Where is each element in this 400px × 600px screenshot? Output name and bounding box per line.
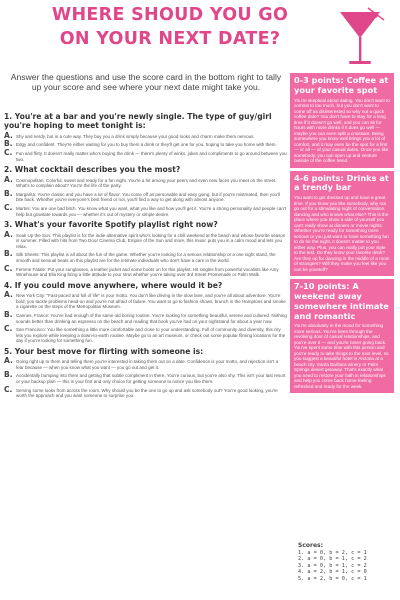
option-b: [4, 188, 287, 203]
option-text: Accidentally bumping into them and getting that subtle compliment in there. You're curious, but you're also shy. This isn't your last resort or your backup plan — this is your first and only choice for getting someone to notice you like them.: [16, 373, 286, 385]
question-1: [4, 112, 287, 162]
option-letter: A.: [4, 356, 13, 366]
result-title: 4-6 points: Drinks at a trendy bar: [294, 172, 389, 193]
option-letter: A.: [4, 229, 13, 239]
question-5: [4, 347, 287, 399]
score-row: 3. a = 0, b = 1, c = 2: [298, 562, 367, 569]
option-c: [4, 384, 287, 399]
option-c: [4, 263, 287, 278]
option-text: Silk Sheets: This playlist is all about the fun of the game. Whether you're looking for a serious relationship or a one night stand, the smooth and sensual beats on this playlist are for the intimate individuals who don't have a care in the world.: [16, 252, 276, 263]
option-text: Cannes, France: You've had enough of the same old boring routine. You're looking for something beautiful, serene and cultured. Nothing sounds better than drinking an espresso on the beach and reading that book you've had on your nightstand for about a year now.: [16, 312, 287, 324]
option-a: [4, 174, 287, 189]
title-line-1: WHERE SHOUD YOU GO: [51, 5, 289, 25]
option-a: [4, 229, 287, 250]
result-text: You want to get dressed up and have a great time. If you know you like somebody, why not go out for a stimulating night of conversation, dancing and who knows what else? This is the place where you show a side of yourself you can't really show at dinners or movie nights. Whether you're ready for something more serious or you just want to have something fun to do for the night, it doesn't matter to you either way. Plus, you can really put your style to the test. Do they know your favorite drink? Are they up for dancing in the middle of a room of strangers? Will they make you feel like you can be yourself?: [294, 195, 390, 272]
result-box-7-10: [290, 279, 394, 393]
option-b: [4, 249, 287, 263]
option-c: [4, 324, 287, 344]
score-row: 4. a = 2, b = 1, c = 0: [298, 569, 367, 576]
option-text: Margarita: You're classic and you have a lot of flavor. You come off as personable and easy going, but if you're mistreated, then you'll bite back. Whether you're everyone's best friend or not, you'll find a way to get along with almost anyone.: [16, 191, 280, 203]
result-text: You're absolutely in the mood for something more serious. You've been through the revolving door of casual relationships, and you're over it — and you're never going back. You've spent some time with this person and you're ready to take things to the next level, so you suggest a beautiful hotel in Arizona at a beach city. Santa Barbara winery or Palm Springs desert getaway. That's exactly what you need to restore your faith in relationships and help you come back home feeling refreshed and ready for the week.: [294, 323, 389, 389]
option-text: Femme Fatale: Put your sunglasses, a leather jacket and some boots on for this playlist. Hit singles from powerful vocalists like Amy Winehouse and Ella King bring a little attitude to your strut whether you're taking over 3rd Street Promenade or Palm Walk.: [16, 266, 279, 278]
result-box-4-6: [290, 171, 394, 277]
option-text: Shy and nerdy, but in a cute way. They buy you a drink simply because your good looks and charm make them nervous.: [16, 133, 255, 139]
result-box-0-3: [290, 73, 394, 168]
option-a: [4, 356, 287, 370]
option-text: Serving some looks from across the room. Why should you be the one to go up and ask somebody out? You're good looking, you're worth the approach and you want someone to surprise you.: [16, 387, 278, 399]
questions-column: [4, 112, 287, 402]
result-title: 7-10 points: A weekend away somewhere intimate and romantic: [294, 281, 389, 321]
option-a: [4, 290, 287, 310]
title-line-2: ON YOUR NEXT DATE?: [59, 29, 281, 49]
option-letter: B.: [4, 188, 13, 198]
question-title: 1. You're at a bar and you're newly single. The type of guy/girl you're hoping to meet tonight is:: [4, 112, 272, 131]
option-text: Cosmopolitan: Colorful, sweet and ready for a fun night. You're a hit among your peers and even new faces you meet on the street. What's to complain about? You're the life of the party.: [16, 177, 277, 189]
option-letter: C.: [4, 384, 13, 394]
result-title: 0-3 points: Coffee at your favorite spot: [294, 75, 389, 95]
results-column: [290, 73, 394, 396]
option-c: [4, 148, 287, 162]
result-text: You're skeptical about dating. You don't want to commit to too much, but you don't want to come off as disinterested so why not a quick coffee date? You don't have to stay for a long time if it doesn't go well, and you can sit for hours with more drinks if it does go well — maybe you can even split a croissant. Being somewhere you know well brings you a lot of comfort, and it may even be the spot for a first — or all — of your casual dates. Once you like somebody, you can open up and venture outside of the coffee trend.: [294, 97, 390, 164]
option-text: San Francisco: You like something a little more comfortable and close to your understanding. Full of community and diversity, this city lets you explore while keeping a down-to-earth routine. Maybe go to an art museum, or check out some popular filming locations for the day if you're looking for something fun.: [16, 327, 286, 344]
option-a: [4, 130, 287, 140]
score-row: 1. a = 0, b = 2, c = 1: [298, 549, 367, 556]
option-letter: B.: [4, 370, 13, 380]
option-letter: C.: [4, 202, 13, 212]
option-letter: A.: [4, 130, 13, 140]
score-card-title: Scores:: [298, 542, 323, 549]
cocktail-glass-icon: [338, 6, 386, 72]
question-title: 4. If you could move anywhere, where would it be?: [4, 280, 223, 290]
intro-text: Answer the questions and use the score card in the bottom right to tally up your score and see where your next date might take you.: [10, 72, 282, 93]
option-text: Fun and flirty. It doesn't really matter who's buying the drink — there's plenty of winks, jokes and compliments to go around between you two.: [16, 151, 287, 162]
score-row: 2. a = 0, b = 1, c = 2: [298, 556, 367, 563]
option-b: [4, 309, 287, 324]
question-3: [4, 220, 287, 278]
question-4: [4, 281, 287, 344]
option-text: Martini: You are one bad bitch. You know what you want, what you like and how you'll get it. You're a strong personality and people can't help but gravitate towards you — whether it's out of mystery or simple desire.: [16, 205, 287, 217]
option-text: Edgy and confident. They're either waiting for you to buy them a drink or they'll get one for you, hoping to take you home with them.: [16, 142, 277, 148]
option-letter: A.: [4, 174, 13, 184]
option-c: [4, 202, 287, 217]
question-title: 2. What cocktail describes you the most?: [4, 165, 181, 175]
page-title: [0, 3, 340, 51]
option-text: New York City: "Fast-paced and full of life" is your motto. You don't like driving in the slow lane, and you're all about adventure. You're bold, you tackle problems head-on and you're not afraid of failure. You want to go to fashion shows, brunch in the Hamptons and smoke a cigarette on the steps of the Metropolitan Museum.: [16, 293, 286, 310]
option-letter: B.: [4, 309, 13, 319]
score-card: [298, 543, 394, 583]
question-title: 3. What's your favorite Spotify playlist right now?: [4, 220, 218, 230]
option-letter: C.: [4, 148, 13, 157]
option-letter: B.: [4, 249, 13, 259]
option-b: [4, 139, 287, 149]
option-b: [4, 370, 287, 385]
option-text: Soak Up the Sun: This playlist is for the indie alternative spirit who's looking for a chill weekend at the beach and whose favorite season is summer. Filled with hits from Two Door Cinema Club, Empire of the Sun and more, this music puts you in a calm mood and lets you relax.: [16, 232, 286, 249]
option-text: Going right up to them and telling them you're interested in taking them out on a date. Confidence is your motto, and rejection isn't a fear because — when you know what you want — you go out and get it.: [16, 359, 279, 370]
option-letter: A.: [4, 290, 13, 300]
option-letter: B.: [4, 139, 13, 149]
score-row: 5. a = 2, b = 0, c = 1: [298, 575, 367, 582]
question-title: 5. Your best move for flirting with someone is:: [4, 346, 204, 356]
question-2: [4, 165, 287, 217]
option-letter: C.: [4, 324, 13, 334]
option-letter: C.: [4, 263, 13, 273]
